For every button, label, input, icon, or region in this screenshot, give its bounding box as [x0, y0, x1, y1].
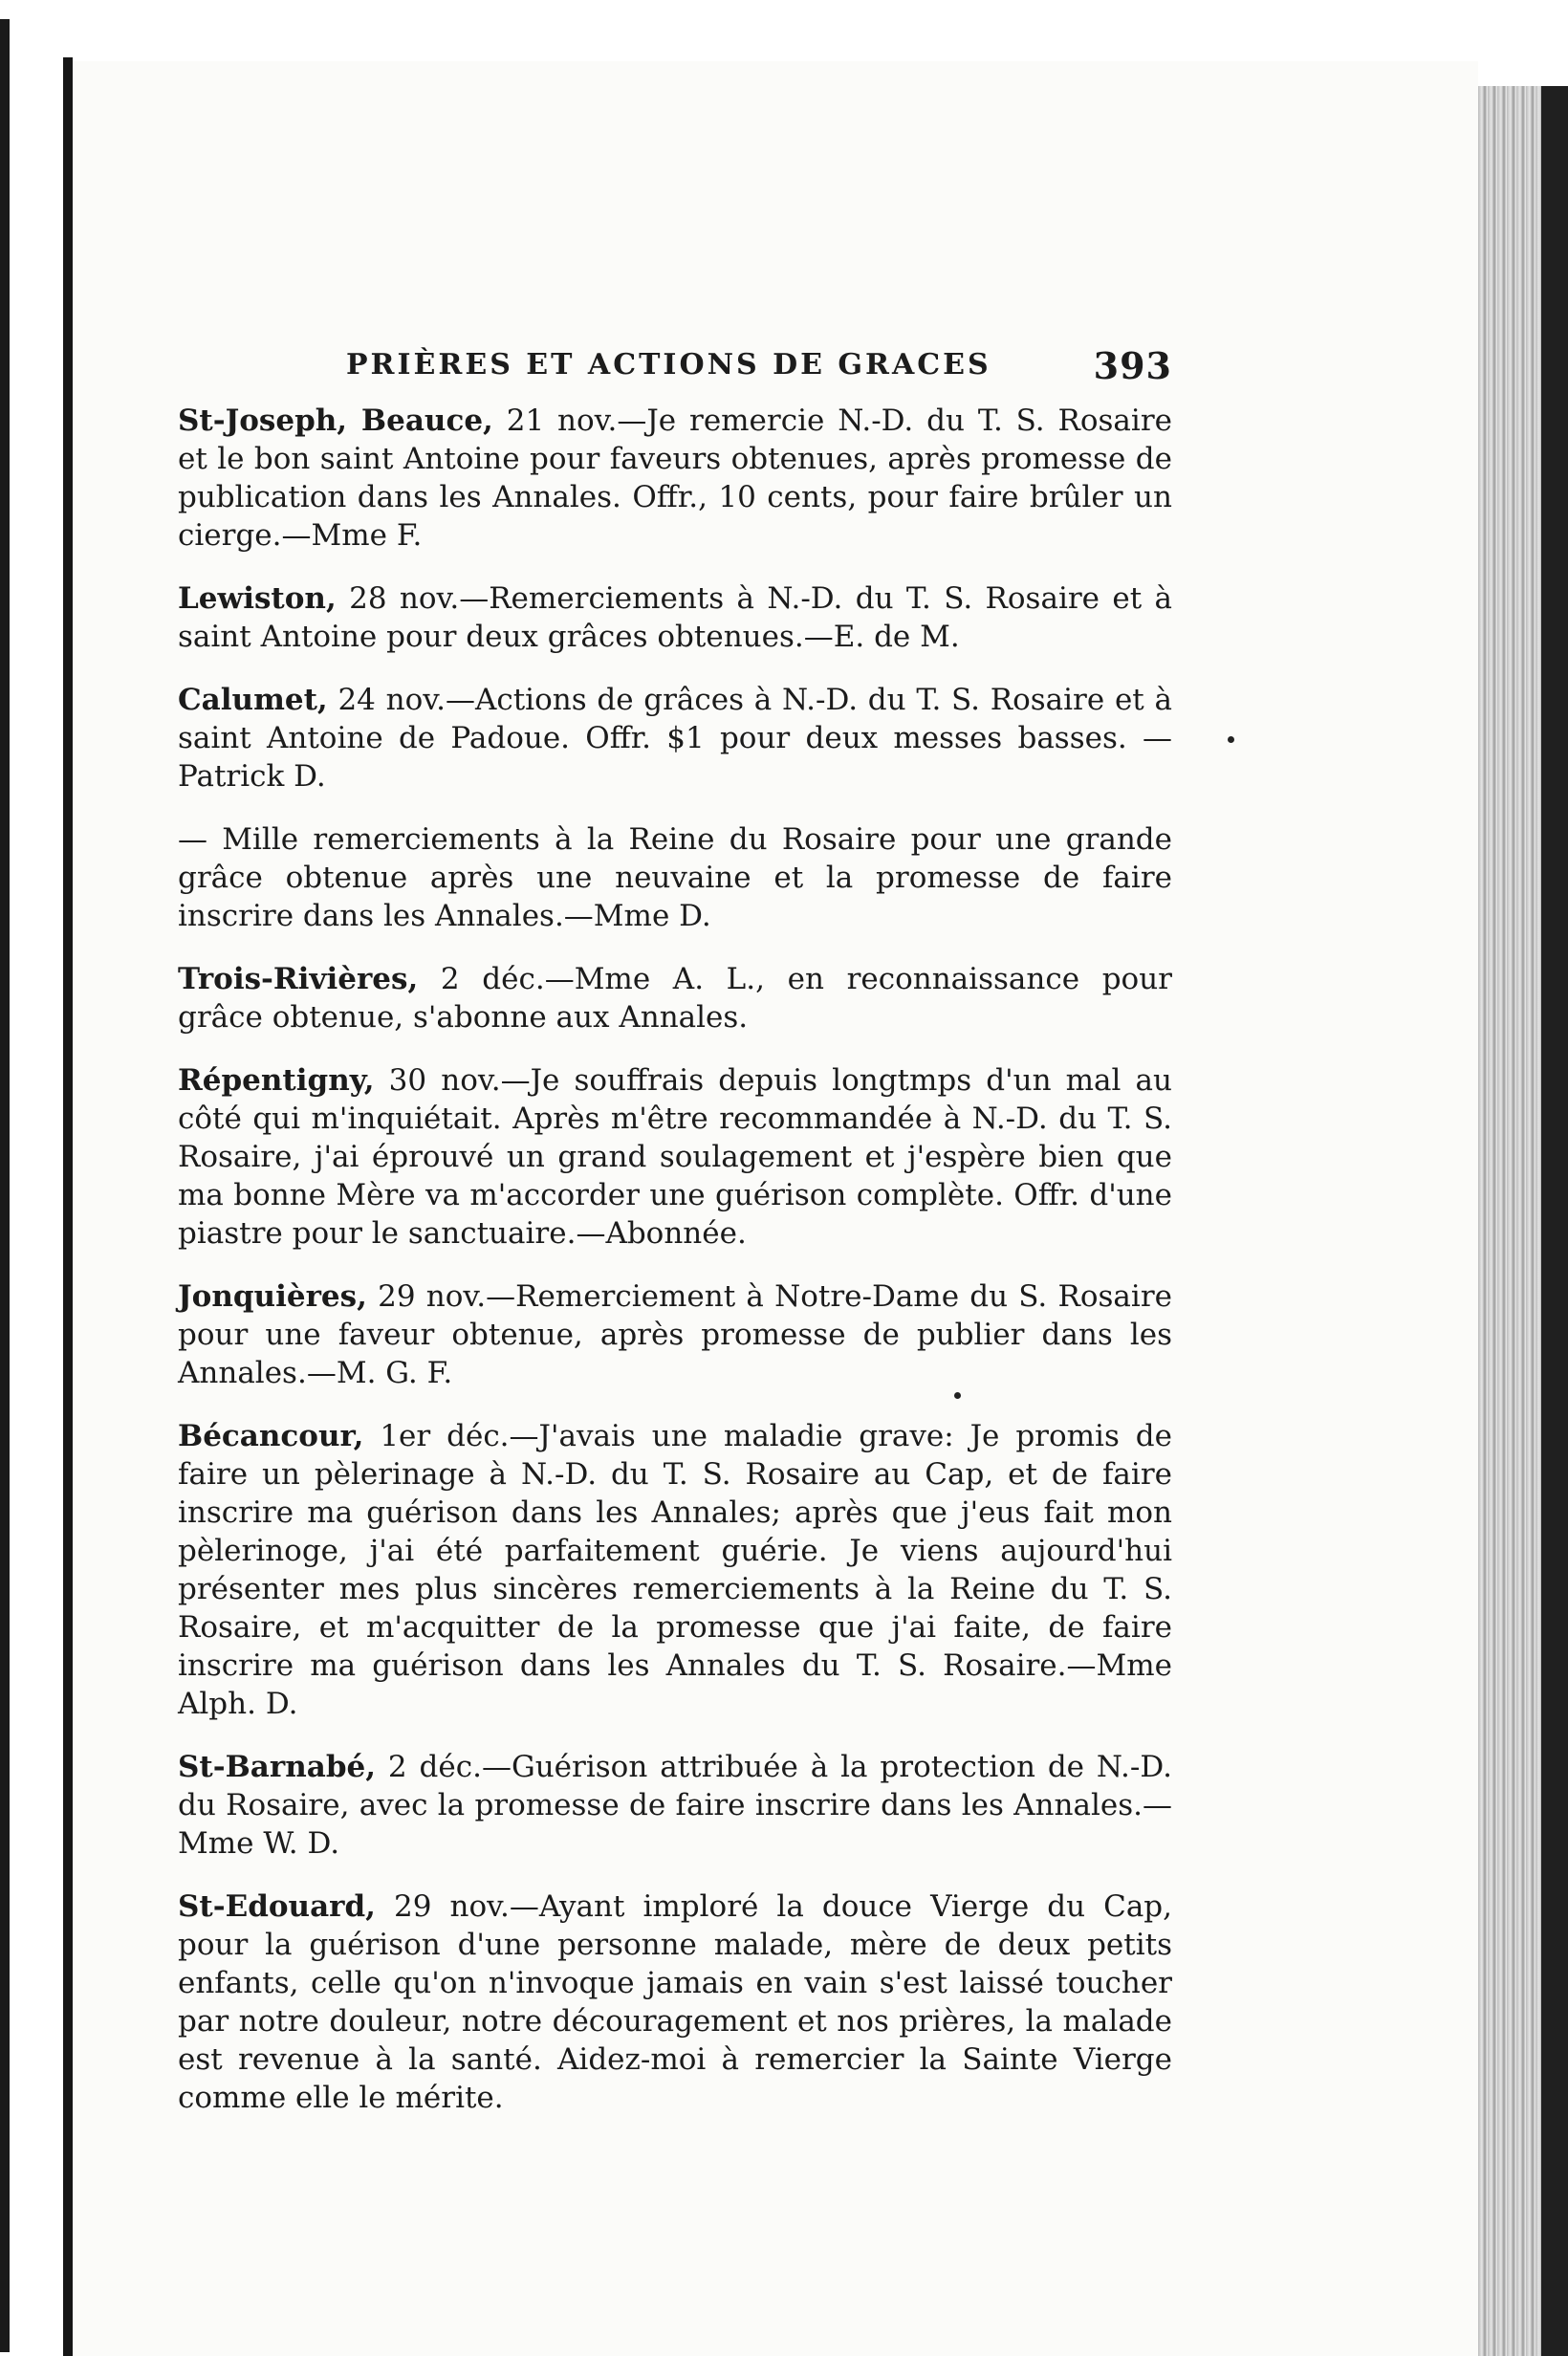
entry-date: 2 déc. [418, 962, 545, 996]
entry-place: St-Joseph, Beauce, [178, 404, 493, 438]
entry-body: —Guérison attribuée à la protection de N.-D. du Rosaire, avec la promesse de faire inscrire dans les Annales.—Mme W. D. [178, 1750, 1172, 1861]
entry-calumet [178, 681, 1172, 796]
entry-place: Bécancour, [178, 1419, 364, 1453]
entry-unnamed [178, 820, 1172, 935]
entry-body: —Actions de grâces à N.-D. du T. S. Rosaire et à saint Antoine de Padoue. Offr. $1 pour deux messes basses. — Patrick D. [178, 683, 1172, 794]
binding-shadow [63, 57, 73, 2356]
entry-st-joseph [178, 402, 1172, 555]
entry-date: 24 nov. [327, 683, 446, 717]
entry-body: —Ayant imploré la douce Vierge du Cap, pour la guérison d'une personne malade, mère de deux petits enfants, celle qu'on n'invoque jamais en vain s'est laissé toucher par notre douleur, notre découragement et nos prières, la malade est revenue à la santé. Aidez-moi à remercier la Sainte Vierge comme elle le mérite. [178, 1889, 1172, 2115]
entry-date: 28 nov. [336, 581, 460, 616]
page-number: 393 [1093, 344, 1172, 387]
page-header [178, 344, 1172, 392]
entry-date: 21 nov. [492, 404, 618, 438]
entry-date: 29 nov. [366, 1279, 487, 1314]
entry-date: 30 nov. [374, 1063, 501, 1098]
entry-repentigny [178, 1061, 1172, 1253]
entry-body: — Mille remerciements à la Reine du Rosaire pour une grande grâce obtenue après une neuvaine et la promesse de faire inscrire dans les Annales.—Mme D. [178, 822, 1172, 933]
entry-place: Trois-Rivières, [178, 962, 419, 996]
entry-body: —Je remercie N.-D. du T. S. Rosaire et le bon saint Antoine pour faveurs obtenues, après promesse de publication dans les Annales. Offr., 10 cents, pour faire brûler un cierge.—Mme F. [178, 404, 1172, 553]
entry-place: Lewiston, [178, 581, 337, 616]
entry-st-barnabe [178, 1748, 1172, 1863]
facing-page-edge [0, 0, 73, 2356]
entry-place: St-Barnabé, [178, 1750, 377, 1784]
entry-date: 1er déc. [363, 1419, 510, 1453]
entry-becancour [178, 1417, 1172, 1723]
cover-edge [1541, 86, 1568, 2356]
entry-place: St-Edouard, [178, 1889, 376, 1924]
entry-place: Répentigny, [178, 1063, 375, 1098]
print-speck [1228, 736, 1234, 743]
entry-st-edouard [178, 1887, 1172, 2117]
running-title: PRIÈRES ET ACTIONS DE GRACES [346, 348, 991, 382]
entry-body: —J'avais une maladie grave: Je promis de faire un pèlerinage à N.-D. du T. S. Rosaire au Cap, et de faire inscrire ma guérison dans les Annales; après que j'eus fait mon pèlerinoge, j'ai été parfaitement guérie. Je viens aujourd'hui présenter mes plus sincères remerciements à la Reine du T. S. Rosaire, et m'acquitter de la promesse que j'ai faite, de faire inscrire ma guérison dans les Annales du T. S. Rosaire.—Mme Alph. D. [178, 1419, 1172, 1721]
text-column [178, 402, 1172, 2142]
entry-body: —Je souffrais depuis longtmps d'un mal au côté qui m'inquiétait. Après m'être recommandée à N.-D. du T. S. Rosaire, j'ai éprouvé un grand soulagement et j'espère bien que ma bonne Mère va m'accorder une guérison complète. Offr. d'une piastre pour le sanctuaire.—Abonnée. [178, 1063, 1172, 1251]
entry-place: Calumet, [178, 683, 328, 717]
entry-date: 2 déc. [376, 1750, 482, 1784]
entry-body: —Mme A. L., en reconnaissance pour grâce obtenue, s'abonne aux Annales. [178, 962, 1172, 1035]
scan-top-margin [73, 0, 1568, 61]
entry-trois-rivieres [178, 960, 1172, 1036]
entry-lewiston [178, 579, 1172, 656]
facing-page-shadow [0, 19, 10, 2352]
entry-body: —Remerciements à N.-D. du T. S. Rosaire et à saint Antoine pour deux grâces obtenues.—E. de M. [178, 581, 1172, 654]
entry-date: 29 nov. [375, 1889, 510, 1924]
entry-place: Jonquières, [178, 1279, 367, 1314]
print-speck [954, 1392, 961, 1399]
entry-body: —Remerciement à Notre-Dame du S. Rosaire pour une faveur obtenue, après promesse de publier dans les Annales.—M. G. F. [178, 1279, 1172, 1390]
entry-jonquieres [178, 1277, 1172, 1392]
